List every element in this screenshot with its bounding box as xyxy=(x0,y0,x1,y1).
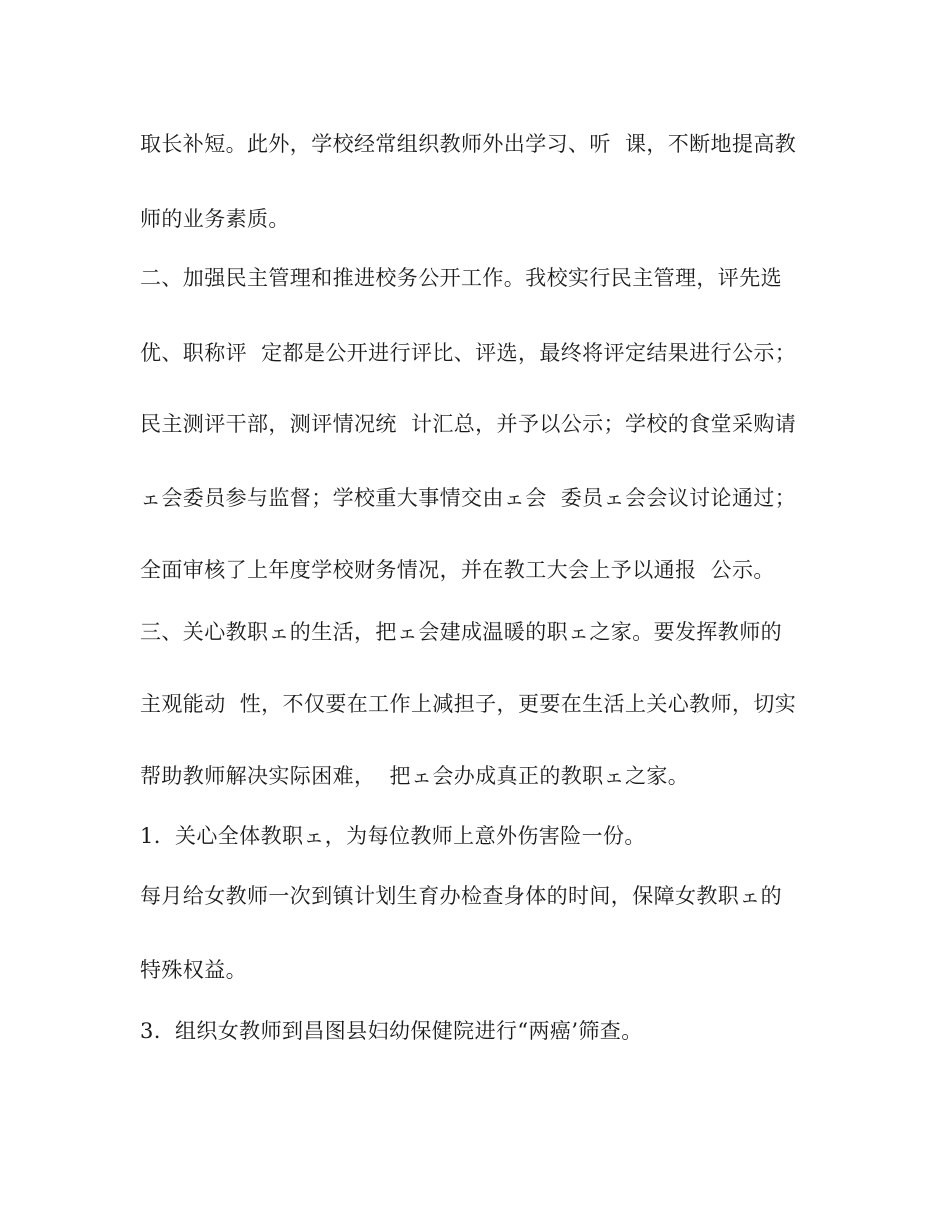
text-line: 优、职称评 定都是公开进行评比、评选，最终将评定结果进行公示； xyxy=(140,341,797,365)
text-line: 取长补短。此外，学校经常组织教师外出学习、听 课，不断地提高教 xyxy=(140,132,797,156)
text-line: 1. 关心全体教职ェ，为每位教师上意外伤害险一份。 xyxy=(140,824,646,848)
text-line: ェ会委员参与监督；学校重大事情交由ェ会 委员ェ会会议讨论通过； xyxy=(140,486,797,510)
text-line: 民主测评干部，测评情况统 计汇总，并予以公示；学校的食堂采购请 xyxy=(140,412,797,436)
text-line: 3. 组织女教师到昌图县妇幼保健院进行“两癌’筛查。 xyxy=(140,1019,643,1043)
text-line: 主观能动 性，不仅要在工作上减担子，更要在生活上关心教师，切实 xyxy=(140,692,797,716)
text-line: 帮助教师解决实际困难， 把ェ会办成真正的教职ェ之家。 xyxy=(140,764,690,788)
text-line: 二、加强民主管理和推进校务公开工作。我校实行民主管理，评先选 xyxy=(140,266,782,290)
text-line: 全面审核了上年度学校财务情况，并在教工大会上予以通报 公示。 xyxy=(140,558,775,582)
text-line: 特殊权益。 xyxy=(140,958,247,982)
text-line: 每月给女教师一次到镇计划生育办检查身体的时间，保障女教职ェ的 xyxy=(140,884,782,908)
text-line: 三、关心教职ェ的生活，把ェ会建成温暖的职ェ之家。要发挥教师的 xyxy=(140,620,782,644)
text-line: 师的业务素质。 xyxy=(140,207,290,231)
